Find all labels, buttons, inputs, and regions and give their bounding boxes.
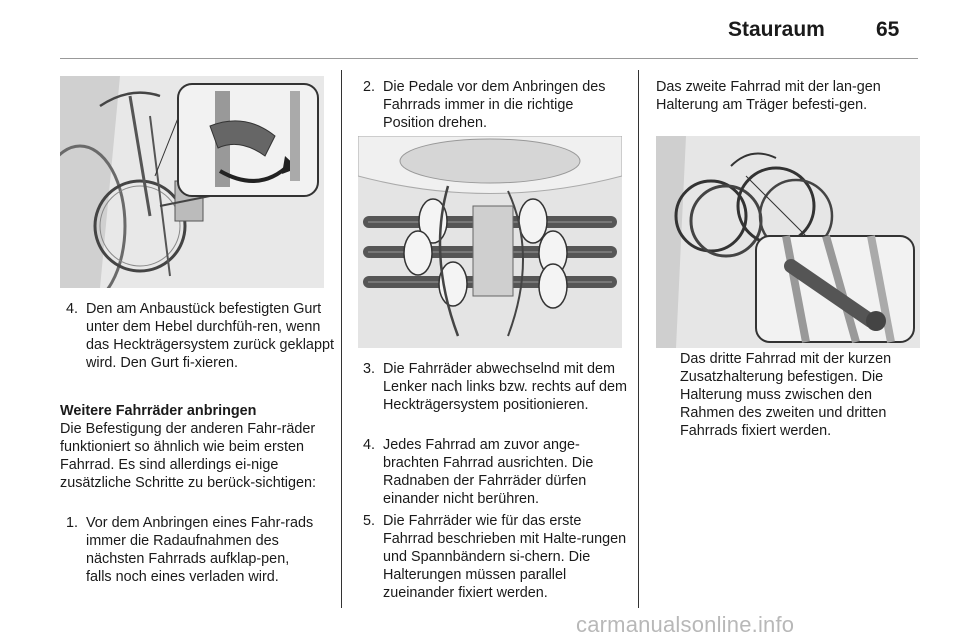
step-text: Die Fahrräder abwechselnd mit dem Lenker nach links bzw. rechts auf dem Heckträgersystem positionieren. bbox=[383, 361, 627, 413]
col1-step-1 bbox=[66, 514, 336, 604]
header-rule bbox=[60, 58, 918, 59]
col2-step-4 bbox=[363, 436, 628, 508]
step-number: 4. bbox=[66, 301, 79, 317]
step-text: Die Pedale vor dem Anbringen des Fahrrads immer in die richtige Position drehen. bbox=[383, 79, 606, 131]
col3-intro: Das zweite Fahrrad mit der lan-gen Halterung am Träger befesti-gen. bbox=[656, 79, 881, 113]
watermark: carmanualsonline.info bbox=[576, 612, 795, 637]
section-heading: Weitere Fahrräder anbringen bbox=[60, 403, 257, 419]
col2-step-5 bbox=[363, 512, 628, 604]
column-divider-1 bbox=[341, 70, 342, 608]
step-text: Jedes Fahrrad am zuvor ange-brachten Fahrrad ausrichten. Die Radnaben der Fahrräder dürfen einander nicht berühren. bbox=[383, 437, 594, 507]
step-number: 4. bbox=[363, 437, 376, 453]
column-divider-2 bbox=[638, 70, 639, 608]
figure-bikes-top-view bbox=[358, 136, 622, 348]
step-text: Die Fahrräder wie für das erste Fahrrad beschrieben mit Halte-rungen und Spannbändern si-chern. Die Halterungen müssen parallel zueinander fixiert werden. bbox=[383, 513, 627, 601]
page-number: 65 bbox=[876, 18, 900, 41]
page-title: Stauraum bbox=[728, 18, 825, 41]
step-number: 5. bbox=[363, 513, 376, 529]
step-number: 1. bbox=[66, 515, 79, 531]
step-text: Vor dem Anbringen eines Fahr-rads immer die Radaufnahmen des nächsten Fahrrads aufklap-pen, falls noch eines verladen wird. bbox=[86, 515, 314, 585]
figure-strap-lever bbox=[60, 76, 324, 288]
section-paragraph: Die Befestigung der anderen Fahr-räder funktioniert so ähnlich wie beim ersten Fahrrad. Es sind allerdings ei-nige zusätzliche Schritte zu berück-sichtigen: bbox=[60, 421, 316, 491]
step-number: 3. bbox=[363, 361, 376, 377]
step-text: Den am Anbaustück befestigten Gurt unter dem Hebel durchfüh-ren, wenn das Heckträgersystem zurück geklappt wird. Den Gurt fi-xieren. bbox=[86, 301, 334, 371]
col3-text: Das dritte Fahrrad mit der kurzen Zusatzhalterung befestigen. Die Halterung muss zwischen den Rahmen des zweiten und dritten Fahrrads fixiert werden. bbox=[680, 351, 892, 439]
col2-step-2 bbox=[363, 78, 628, 138]
col1-step-4 bbox=[66, 300, 336, 390]
step-number: 2. bbox=[363, 79, 376, 95]
figure-third-bike-holder bbox=[656, 136, 920, 348]
col2-step-3 bbox=[363, 360, 628, 432]
